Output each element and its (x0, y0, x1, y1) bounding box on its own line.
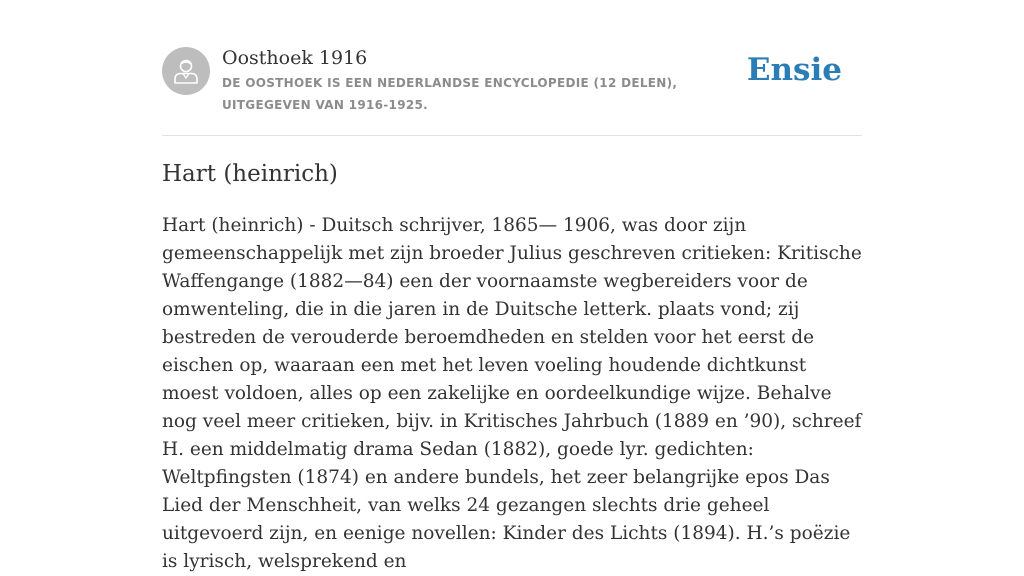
source-description: DE OOSTHOEK IS EEN NEDERLANDSE ENCYCLOPEDIE (12 DELEN), UITGEGEVEN VAN 1916-1925. (222, 76, 678, 112)
user-icon (171, 56, 201, 86)
source-header (162, 46, 862, 136)
article-body: Hart (heinrich) - Duitsch schrijver, 1865— 1906, was door zijn gemeenschappelijk met zijn broeder Julius geschreven critieken: Kritische Waffengange (1882—84) een der voornaamste wegbereiders voor de omwenteling, die in die jaren in de Duitsche letterk. plaats vond; zij bestreden de verouderde beroemdheden en stelden voor het eerst de eischen op, waaraan een met het leven voeling houdende dichtkunst moest voldoen, alles op een zakelijke en oordeelkundige wijze. Behalve nog veel meer critieken, bijv. in Kritisches Jahrbuch (1889 en ’90), schreef H. een middelmatig drama Sedan (1882), goede lyr. gedichten: Weltpfingsten (1874) en andere bundels, het zeer belangrijke epos Das Lied der Menschheit, van welks 24 gezangen slechts drie geheel uitgevoerd zijn, en eenige novellen: Kinder des Lichts (1894). H.’s poëzie is lyrisch, welsprekend en (162, 215, 862, 572)
article-title: Hart (heinrich) (162, 161, 338, 187)
content-container (162, 46, 862, 572)
brand-logo[interactable]: Ensie (746, 52, 842, 88)
source-avatar[interactable] (162, 47, 210, 95)
source-title[interactable]: Oosthoek 1916 (222, 47, 368, 69)
